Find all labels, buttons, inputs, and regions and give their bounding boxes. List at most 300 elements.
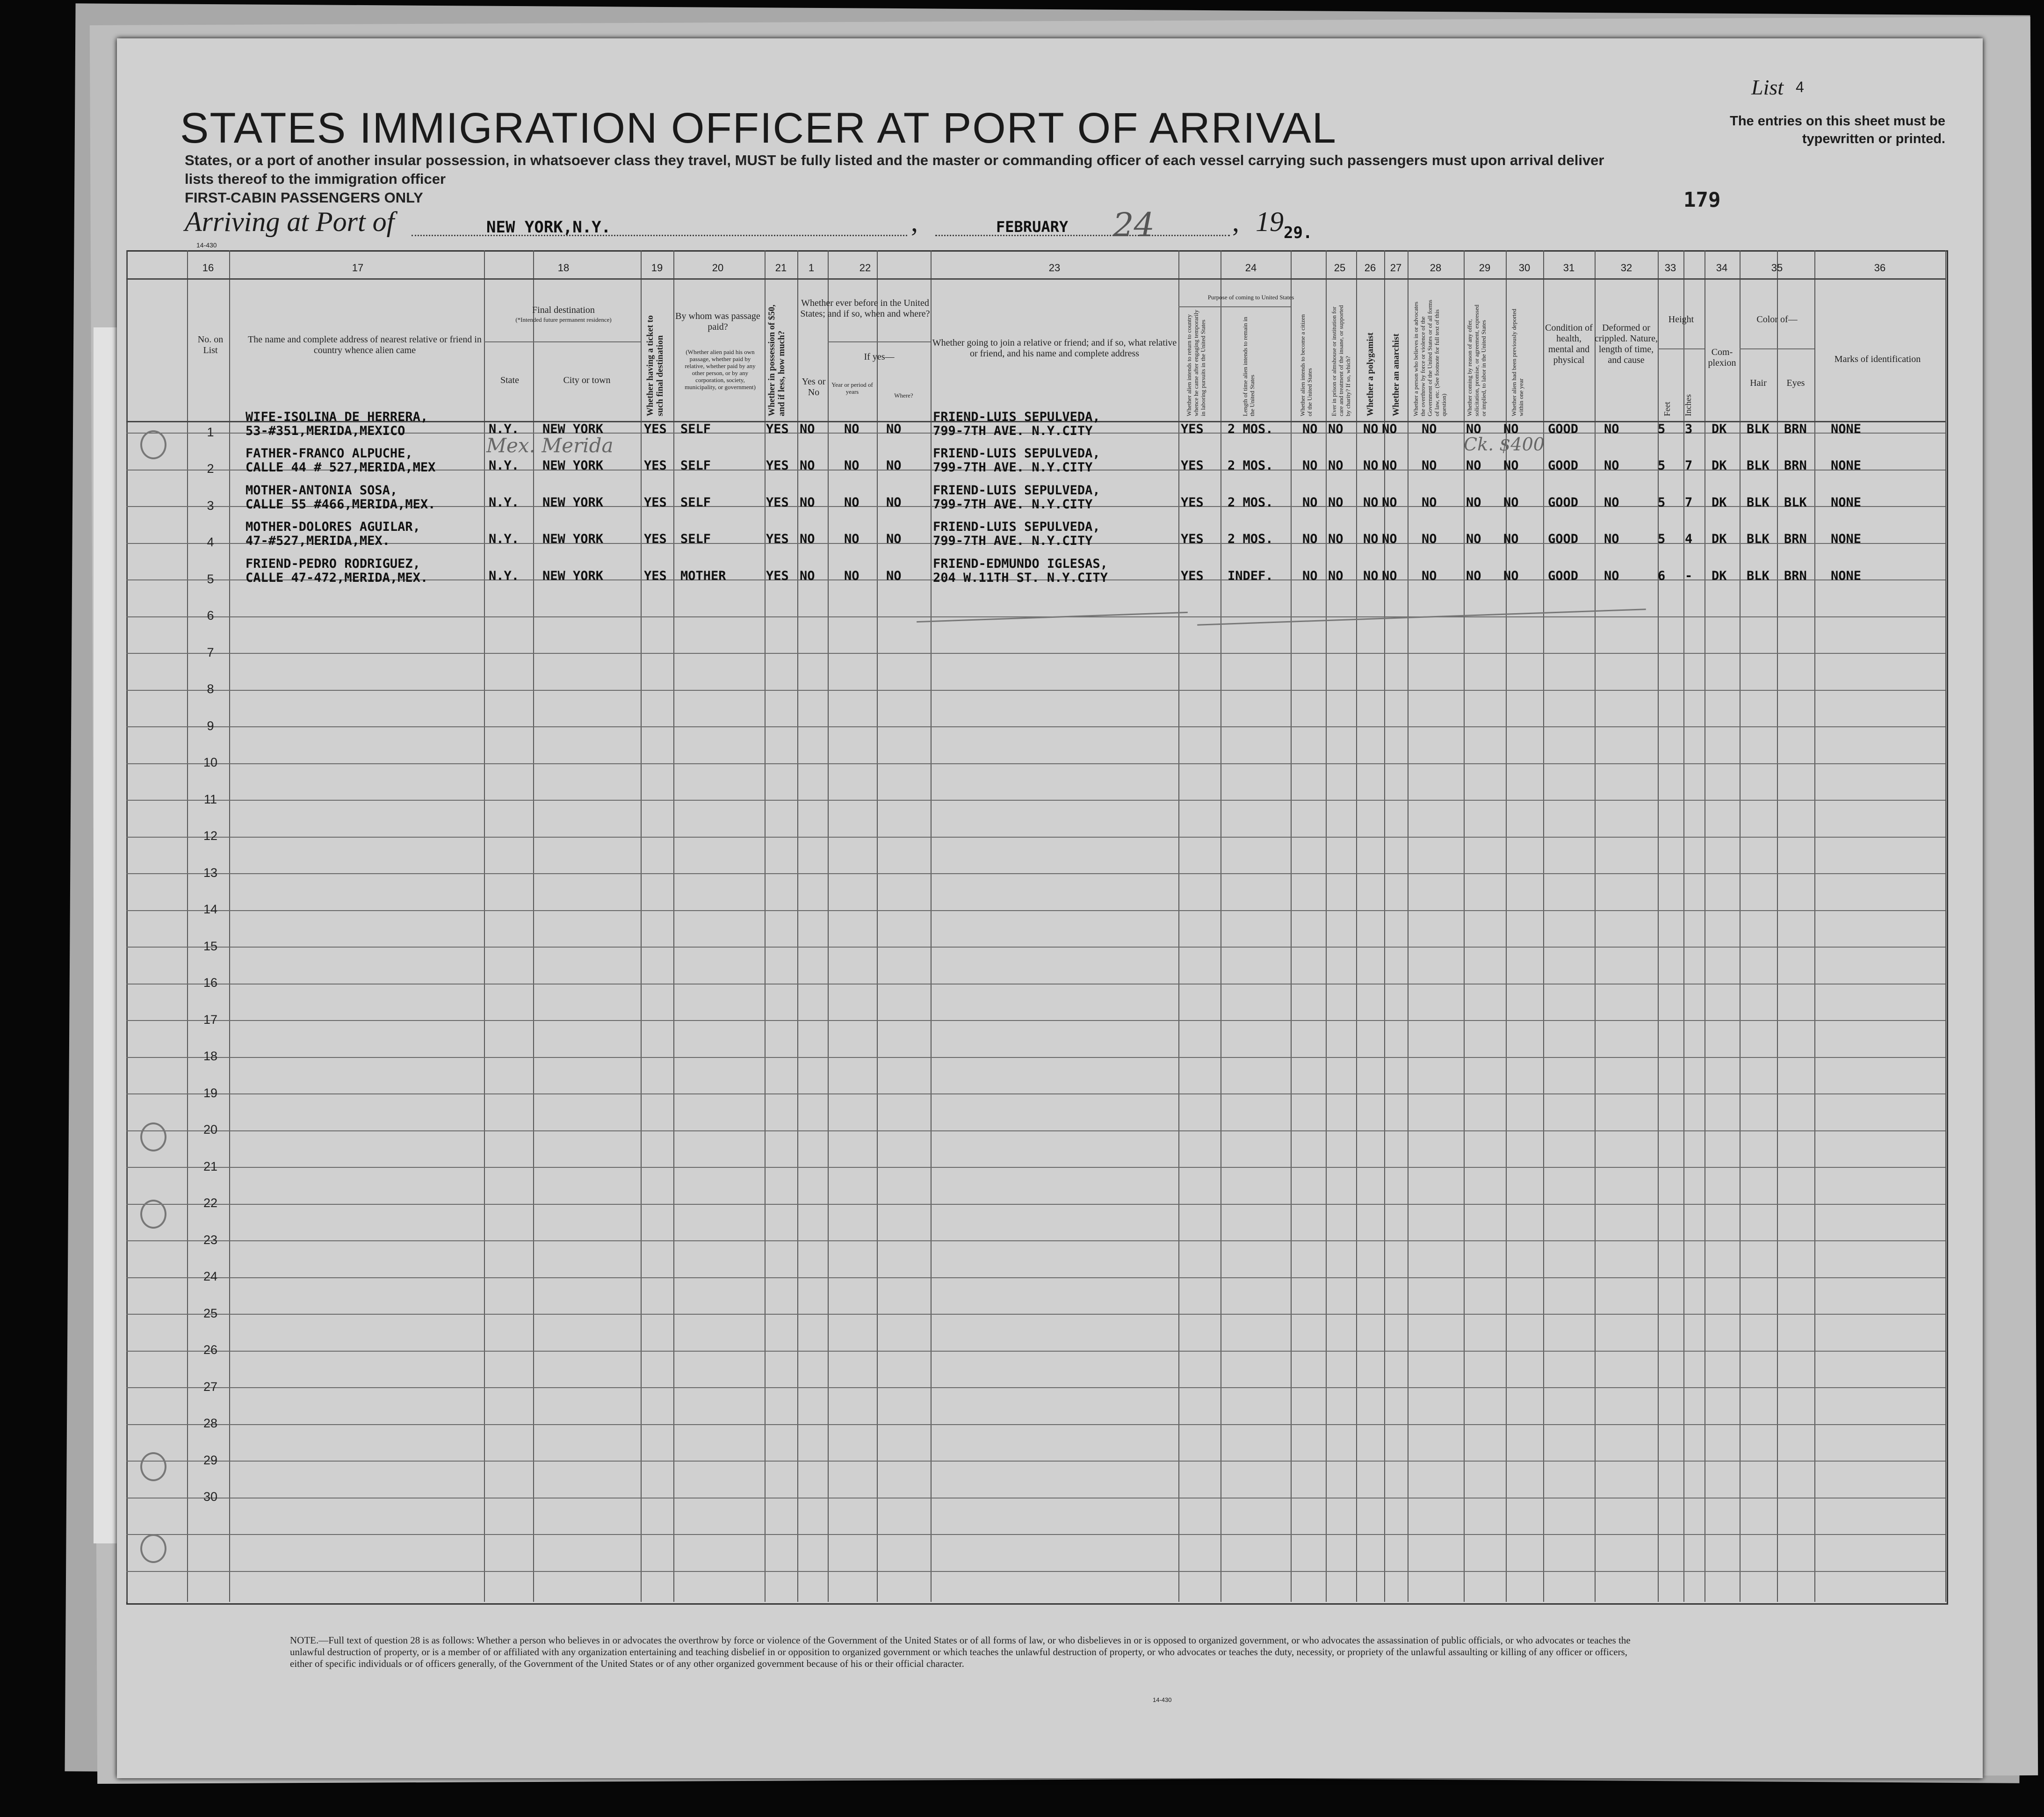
joining-address: 799-7TH AVE. N.Y.CITY bbox=[933, 423, 1093, 438]
binder-hole bbox=[140, 1200, 166, 1229]
header-marks: Marks of identification bbox=[1834, 354, 1921, 364]
row-rule bbox=[126, 726, 1945, 727]
joining-name: FRIEND-LUIS SEPULVEDA, bbox=[933, 483, 1100, 498]
cell-return: YES bbox=[1181, 458, 1204, 473]
cell-prison: NO bbox=[1328, 532, 1343, 546]
cell-city: NEW YORK bbox=[542, 532, 604, 546]
cell-where: NO bbox=[886, 532, 902, 546]
cell-eyes: BRN bbox=[1784, 458, 1807, 473]
header-relative-abroad: The name and complete address of nearest relative or friend in country whence alien came bbox=[248, 334, 482, 355]
row-rule bbox=[126, 1130, 1945, 1131]
column-rule bbox=[797, 250, 798, 1602]
header-overthrow: Whether a person who believes in or advocates the overthrow by force or violence of the Government of the United States or of all forms of law, etc. (See footnote for full text of this question) bbox=[1412, 299, 1447, 416]
joining-name: FRIEND-LUIS SEPULVEDA, bbox=[933, 520, 1100, 534]
row-number: 12 bbox=[203, 829, 218, 843]
row-rule bbox=[126, 800, 1945, 801]
header-feet: Feet bbox=[1662, 402, 1672, 416]
cell-hair: BLK bbox=[1747, 532, 1770, 546]
row-number: 10 bbox=[203, 755, 218, 769]
cell-complexion: DK bbox=[1712, 568, 1727, 583]
cell-marks: NONE bbox=[1831, 532, 1862, 546]
row-number: 16 bbox=[203, 976, 218, 990]
cell-before: NO bbox=[800, 495, 815, 510]
cell-paid: SELF bbox=[680, 495, 711, 510]
cell-year: NO bbox=[844, 421, 859, 436]
cell-inches: - bbox=[1685, 568, 1693, 583]
cell-eyes: BRN bbox=[1784, 568, 1807, 583]
cell-feet: 6 bbox=[1658, 568, 1666, 583]
cell-health: GOOD bbox=[1548, 495, 1579, 510]
cell-ticket: YES bbox=[644, 532, 667, 546]
row-number: 26 bbox=[203, 1343, 218, 1357]
relative-name: MOTHER-DOLORES AGUILAR, bbox=[246, 520, 420, 534]
cell-health: GOOD bbox=[1548, 532, 1579, 546]
joining-address: 799-7TH AVE. N.Y.CITY bbox=[933, 534, 1093, 548]
cell-deformed: NO bbox=[1604, 421, 1619, 436]
column-number: 27 bbox=[1390, 262, 1402, 274]
header-passage-paid: By whom was passage paid? bbox=[675, 311, 760, 332]
row-number: 19 bbox=[203, 1086, 218, 1100]
joining-address: 799-7TH AVE. N.Y.CITY bbox=[933, 460, 1093, 475]
relative-name: MOTHER-ANTONIA SOSA, bbox=[246, 483, 398, 498]
column-rule bbox=[828, 250, 829, 1602]
cell-before: NO bbox=[800, 568, 815, 583]
column-number: 26 bbox=[1364, 262, 1376, 274]
joining-address: 799-7TH AVE. N.Y.CITY bbox=[933, 497, 1093, 512]
subheader-rule bbox=[828, 341, 931, 342]
column-number: 22 bbox=[859, 262, 871, 274]
row-rule bbox=[126, 1314, 1945, 1315]
cell-citizen: NO bbox=[1302, 421, 1318, 436]
column-number: 19 bbox=[651, 262, 663, 274]
column-rule bbox=[1658, 250, 1659, 1602]
header-no-on-list: No. on List bbox=[197, 334, 224, 355]
cell-complexion: DK bbox=[1712, 495, 1727, 510]
column-rule bbox=[931, 250, 932, 1602]
row-rule bbox=[126, 1351, 1945, 1352]
header-hair: Hair bbox=[1750, 378, 1767, 388]
year-prefix: 19 bbox=[1256, 206, 1284, 237]
relative-name: FRIEND-PEDRO RODRIGUEZ, bbox=[246, 556, 420, 571]
row-rule bbox=[126, 1167, 1945, 1168]
cell-complexion: DK bbox=[1712, 458, 1727, 473]
cell-city: NEW YORK bbox=[542, 568, 604, 583]
column-number: 23 bbox=[1048, 262, 1061, 274]
joining-name: FRIEND-EDMUNDO IGLESAS, bbox=[933, 556, 1108, 571]
column-rule bbox=[484, 250, 485, 1602]
row-rule bbox=[126, 763, 1945, 764]
page-title: STATES IMMIGRATION OFFICER AT PORT OF ARRIVAL bbox=[180, 104, 1337, 152]
comma: , bbox=[911, 206, 918, 237]
header-deformed: Deformed or crippled. Nature, length of time, and cause bbox=[1595, 323, 1658, 365]
cell-return: YES bbox=[1181, 421, 1204, 436]
column-rule bbox=[765, 250, 766, 1602]
header-height: Height bbox=[1668, 314, 1694, 325]
list-number: 4 bbox=[1796, 79, 1804, 95]
cell-overthrow: NO bbox=[1422, 568, 1437, 583]
header-final-destination: Final destination bbox=[532, 305, 595, 315]
cell-feet: 5 bbox=[1658, 458, 1666, 473]
cell-where: NO bbox=[886, 458, 902, 473]
cell-return: YES bbox=[1181, 495, 1204, 510]
subheader-rule bbox=[1740, 348, 1814, 349]
header-anarchist: Whether an anarchist bbox=[1391, 333, 1401, 416]
binder-hole bbox=[140, 1122, 166, 1151]
cell-paid: SELF bbox=[680, 421, 711, 436]
header-state: State bbox=[500, 375, 519, 385]
row-number: 9 bbox=[207, 718, 214, 733]
row-rule bbox=[126, 690, 1945, 691]
cell-state: N.Y. bbox=[489, 532, 520, 546]
cell-deformed: NO bbox=[1604, 532, 1619, 546]
column-number: 29 bbox=[1479, 262, 1491, 274]
row-rule bbox=[126, 837, 1945, 838]
header-inches: Inches bbox=[1683, 394, 1693, 416]
cell-return: YES bbox=[1181, 568, 1204, 583]
cell-contract: NO bbox=[1466, 495, 1481, 510]
cell-overthrow: NO bbox=[1422, 495, 1437, 510]
row-rule bbox=[126, 1093, 1945, 1094]
header-prison: Ever in prison or almshouse or institution for care and treatment of the insane, or supported by charity? If so, which? bbox=[1330, 305, 1351, 416]
row-rule bbox=[126, 910, 1945, 911]
binder-hole bbox=[140, 430, 166, 459]
cell-feet: 5 bbox=[1658, 495, 1666, 510]
sheet-number: 179 bbox=[1683, 188, 1721, 212]
row-number: 5 bbox=[207, 572, 214, 586]
row-rule bbox=[126, 1277, 1945, 1278]
row-number: 28 bbox=[203, 1416, 218, 1430]
column-number: 33 bbox=[1664, 262, 1676, 274]
binder-hole bbox=[140, 1534, 166, 1563]
row-rule bbox=[126, 947, 1945, 948]
cell-prison: NO bbox=[1328, 495, 1343, 510]
cell-paid: SELF bbox=[680, 458, 711, 473]
row-number: 17 bbox=[203, 1012, 218, 1027]
cell-fifty: YES bbox=[766, 568, 789, 583]
subtitle-class: FIRST-CABIN PASSENGERS ONLY bbox=[185, 189, 423, 206]
column-rule bbox=[1356, 250, 1357, 1602]
column-number: 36 bbox=[1874, 262, 1886, 274]
header-rule bbox=[126, 278, 1945, 280]
cell-year: NO bbox=[844, 568, 859, 583]
cell-ticket: YES bbox=[644, 568, 667, 583]
cell-length: 2 MOS. bbox=[1228, 421, 1273, 436]
cell-hair: BLK bbox=[1747, 421, 1770, 436]
column-number: 18 bbox=[557, 262, 570, 274]
row-number: 21 bbox=[203, 1159, 218, 1173]
header-joining: Whether going to join a relative or friend; and if so, what relative or friend, and his name and complete address bbox=[932, 338, 1177, 359]
row-rule bbox=[126, 1057, 1945, 1058]
cell-year: NO bbox=[844, 532, 859, 546]
cell-contract: NO bbox=[1466, 458, 1481, 473]
cell-paid: MOTHER bbox=[680, 568, 726, 583]
header-complexion: Com- plexion bbox=[1708, 347, 1736, 368]
row-number: 23 bbox=[203, 1232, 218, 1247]
row-rule bbox=[126, 873, 1945, 874]
cell-polygamist: NO bbox=[1363, 458, 1379, 473]
cell-contract: NO bbox=[1466, 532, 1481, 546]
cell-where: NO bbox=[886, 568, 902, 583]
cell-fifty: YES bbox=[766, 532, 789, 546]
cell-length: 2 MOS. bbox=[1228, 495, 1273, 510]
cell-before: NO bbox=[800, 532, 815, 546]
row-number: 1 bbox=[207, 425, 214, 439]
header-final-destination-note: (*Intended future permanent residence) bbox=[515, 316, 612, 323]
row-number: 20 bbox=[203, 1122, 218, 1137]
row-number: 30 bbox=[203, 1490, 218, 1504]
column-rule bbox=[1178, 250, 1179, 1602]
column-rule bbox=[1291, 250, 1292, 1602]
subheader-rule bbox=[1658, 348, 1705, 349]
row-number: 2 bbox=[207, 462, 214, 476]
cell-anarchist: NO bbox=[1382, 458, 1397, 473]
header-color-of: Color of— bbox=[1756, 314, 1798, 325]
column-number: 32 bbox=[1620, 262, 1632, 274]
header-before-in-us: Whether ever before in the United States; and if so, when and where? bbox=[800, 298, 930, 319]
row-rule bbox=[126, 1240, 1945, 1241]
row-rule bbox=[126, 1204, 1945, 1205]
column-rule bbox=[877, 250, 878, 1602]
row-number: 4 bbox=[207, 535, 214, 549]
cell-overthrow: NO bbox=[1422, 458, 1437, 473]
cell-citizen: NO bbox=[1302, 458, 1318, 473]
relative-address: CALLE 55 #466,MERIDA,MEX. bbox=[246, 497, 436, 512]
row-number: 8 bbox=[207, 682, 214, 696]
column-number: 34 bbox=[1716, 262, 1728, 274]
entries-note: The entries on this sheet must be typewritten or printed. bbox=[1730, 114, 1945, 146]
header-eyes: Eyes bbox=[1786, 378, 1805, 388]
cell-polygamist: NO bbox=[1363, 532, 1379, 546]
column-number: 17 bbox=[352, 262, 364, 274]
cell-before: NO bbox=[800, 421, 815, 436]
header-polygamist: Whether a polygamist bbox=[1365, 332, 1375, 416]
cell-city: NEW YORK bbox=[542, 458, 604, 473]
cell-length: 2 MOS. bbox=[1228, 532, 1273, 546]
cell-marks: NONE bbox=[1831, 495, 1862, 510]
cell-length: INDEF. bbox=[1228, 568, 1273, 583]
handwritten-note: Ck. $400 bbox=[1464, 434, 1545, 455]
column-rule bbox=[1740, 250, 1741, 1602]
cell-complexion: DK bbox=[1712, 421, 1727, 436]
cell-deported: NO bbox=[1503, 495, 1519, 510]
cell-deformed: NO bbox=[1604, 458, 1619, 473]
column-rule bbox=[1683, 250, 1684, 1602]
day-handwritten: 24 bbox=[1113, 206, 1155, 244]
row-number: 7 bbox=[207, 645, 214, 659]
cell-hair: BLK bbox=[1747, 495, 1770, 510]
cell-state: N.Y. bbox=[489, 495, 520, 510]
row-number: 13 bbox=[203, 865, 218, 880]
relative-address: 53-#351,MERIDA,MEXICO bbox=[246, 423, 405, 438]
cell-marks: NONE bbox=[1831, 421, 1862, 436]
row-rule bbox=[126, 1534, 1945, 1535]
row-number: 18 bbox=[203, 1049, 218, 1063]
header-city: City or town bbox=[563, 375, 611, 385]
column-number: 28 bbox=[1430, 262, 1442, 274]
cell-state: N.Y. bbox=[489, 458, 520, 473]
header-fifty-dollars: Whether in possession of $50, and if less, how much? bbox=[767, 304, 787, 416]
row-rule bbox=[126, 1020, 1945, 1021]
cell-return: YES bbox=[1181, 532, 1204, 546]
header-passage-paid-note: (Whether alien paid his own passage, whether paid by relative, whether paid by any other person, or by any corporation, society, municipality, or government) bbox=[685, 348, 756, 391]
cell-year: NO bbox=[844, 458, 859, 473]
port-value: NEW YORK,N.Y. bbox=[486, 218, 611, 237]
cell-where: NO bbox=[886, 495, 902, 510]
cell-citizen: NO bbox=[1302, 568, 1318, 583]
subtitle bbox=[185, 151, 1634, 207]
row-number: 11 bbox=[203, 792, 217, 806]
cell-city: NEW YORK bbox=[542, 495, 604, 510]
cell-deported: NO bbox=[1503, 568, 1519, 583]
column-number: 21 bbox=[775, 262, 787, 274]
cell-deported: NO bbox=[1503, 532, 1519, 546]
header-contract: Whether coming by reason of any offer, solicitation, promise, or agreement, expressed or implied, to labor in the United States bbox=[1466, 304, 1487, 416]
header-purpose-length: Length of time alien intends to remain in the United States bbox=[1242, 317, 1256, 416]
row-rule bbox=[126, 984, 1945, 985]
cell-prison: NO bbox=[1328, 458, 1343, 473]
cell-eyes: BRN bbox=[1784, 532, 1807, 546]
relative-address: 47-#527,MERIDA,MEX. bbox=[246, 534, 390, 548]
row-number: 14 bbox=[203, 902, 218, 916]
column-rule bbox=[1326, 250, 1327, 1602]
cell-contract: NO bbox=[1466, 568, 1481, 583]
column-number: 16 bbox=[202, 262, 214, 274]
cell-where: NO bbox=[886, 421, 902, 436]
row-number: 15 bbox=[203, 939, 218, 953]
row-number: 27 bbox=[203, 1379, 218, 1394]
relative-address: CALLE 47-472,MERIDA,MEX. bbox=[246, 570, 428, 585]
cell-hair: BLK bbox=[1747, 458, 1770, 473]
column-number: 25 bbox=[1334, 262, 1346, 274]
cell-citizen: NO bbox=[1302, 532, 1318, 546]
cell-hair: BLK bbox=[1747, 568, 1770, 583]
row-rule bbox=[126, 1424, 1945, 1425]
subheader-rule bbox=[1178, 306, 1291, 307]
cell-overthrow: NO bbox=[1422, 532, 1437, 546]
column-rule bbox=[1777, 250, 1778, 1602]
row-number: 6 bbox=[207, 608, 214, 623]
column-number: 31 bbox=[1563, 262, 1575, 274]
column-number: 35 bbox=[1771, 262, 1783, 274]
cell-polygamist: NO bbox=[1363, 421, 1379, 436]
cell-marks: NONE bbox=[1831, 568, 1862, 583]
cell-length: 2 MOS. bbox=[1228, 458, 1273, 473]
list-label: List bbox=[1751, 75, 1784, 99]
column-number: 1 bbox=[808, 262, 815, 274]
month-value: FEBRUARY bbox=[996, 218, 1069, 236]
row-rule bbox=[126, 1571, 1945, 1572]
footnote: NOTE.—Full text of question 28 is as follows: Whether a person who believes in or advocates the overthrow by force or violence of the Government of the United States or of all forms of law, or who disbelieves in or is opposed to organized government, or who advocates the assassination of public officials, or who advocates or teaches the unlawful destruction of property, or is a member of or affiliated with any organization entertaining and teaching disbelief in or opposition to organized government or which teaches the unlawful destruction of property, or who advocates or teaches the duty, necessity, or propriety of the unlawful assaulting or killing of any officer or officers, either of specific individuals or of officers generally, of the Government of the United States or of any other organized government because of his or their official character. bbox=[290, 1635, 1631, 1669]
cell-anarchist: NO bbox=[1382, 532, 1397, 546]
joining-address: 204 W.11TH ST. N.Y.CITY bbox=[933, 570, 1108, 585]
cell-ticket: YES bbox=[644, 458, 667, 473]
row-number: 29 bbox=[203, 1453, 218, 1467]
cell-ticket: YES bbox=[644, 495, 667, 510]
cell-anarchist: NO bbox=[1382, 495, 1397, 510]
column-rule bbox=[1814, 250, 1815, 1602]
cell-deformed: NO bbox=[1604, 568, 1619, 583]
cell-feet: 5 bbox=[1658, 421, 1666, 436]
column-number: 24 bbox=[1245, 262, 1257, 274]
column-rule bbox=[1384, 250, 1385, 1602]
column-number: 20 bbox=[712, 262, 724, 274]
arriving-label: Arriving at Port of bbox=[185, 206, 395, 237]
footer-form-number: 14-430 bbox=[1153, 1696, 1172, 1703]
cell-state: N.Y. bbox=[489, 421, 520, 436]
row-number: 25 bbox=[203, 1306, 218, 1320]
cell-eyes: BLK bbox=[1784, 495, 1807, 510]
cell-polygamist: NO bbox=[1363, 495, 1379, 510]
row-rule bbox=[126, 1461, 1945, 1462]
cell-prison: NO bbox=[1328, 421, 1343, 436]
relative-name: WIFE-ISOLINA DE HERRERA, bbox=[246, 409, 428, 424]
header-deported: Whether alien had been previously deported within one year bbox=[1510, 309, 1524, 416]
column-rule bbox=[641, 250, 642, 1602]
column-rule bbox=[673, 250, 674, 1602]
cell-fifty: YES bbox=[766, 458, 789, 473]
subtitle-line: States, or a port of another insular possession, in whatsoever class they travel, MUST be fully listed and the master or commanding officer of each vessel carrying such passengers must upon arrival deliver lists thereof to the immigration officer bbox=[185, 152, 1604, 187]
row-number: 22 bbox=[203, 1196, 218, 1210]
joining-name: FRIEND-LUIS SEPULVEDA, bbox=[933, 409, 1100, 424]
cell-health: GOOD bbox=[1548, 421, 1579, 436]
cell-city: NEW YORK bbox=[542, 421, 604, 436]
relative-address: CALLE 44 # 527,MERIDA,MEX bbox=[246, 460, 436, 475]
joining-name: FRIEND-LUIS SEPULVEDA, bbox=[933, 446, 1100, 461]
cell-overthrow: NO bbox=[1422, 421, 1437, 436]
column-rule bbox=[229, 250, 230, 1602]
cell-deported: NO bbox=[1503, 458, 1519, 473]
header-year-period: Year or period of years bbox=[831, 381, 873, 395]
header-where: Where? bbox=[894, 392, 913, 399]
handwritten-note: Mex. Merida bbox=[486, 434, 614, 457]
cell-health: GOOD bbox=[1548, 458, 1579, 473]
cell-inches: 7 bbox=[1685, 495, 1693, 510]
cell-inches: 7 bbox=[1685, 458, 1693, 473]
cell-deported: NO bbox=[1503, 421, 1519, 436]
cell-complexion: DK bbox=[1712, 532, 1727, 546]
row-rule bbox=[126, 653, 1945, 654]
cell-fifty: YES bbox=[766, 495, 789, 510]
comma: , bbox=[1232, 206, 1239, 237]
header-if-yes: If yes— bbox=[864, 352, 895, 362]
cell-before: NO bbox=[800, 458, 815, 473]
cell-marks: NONE bbox=[1831, 458, 1862, 473]
column-rule bbox=[126, 250, 127, 1602]
port-line bbox=[412, 234, 907, 236]
cell-eyes: BRN bbox=[1784, 421, 1807, 436]
subheader-rule bbox=[484, 341, 641, 342]
cell-anarchist: NO bbox=[1382, 568, 1397, 583]
year-suffix: 29. bbox=[1284, 224, 1313, 242]
cell-contract: NO bbox=[1466, 421, 1481, 436]
column-rule bbox=[1595, 250, 1596, 1602]
cell-feet: 5 bbox=[1658, 532, 1666, 546]
header-purpose-return: Whether alien intends to return to country whence he came after engaging temporarily in laboring pursuits in the United States bbox=[1185, 310, 1206, 416]
relative-name: FATHER-FRANCO ALPUCHE, bbox=[246, 446, 413, 461]
row-rule bbox=[126, 1387, 1945, 1388]
column-number: 30 bbox=[1518, 262, 1531, 274]
cell-deformed: NO bbox=[1604, 495, 1619, 510]
cell-fifty: YES bbox=[766, 421, 789, 436]
header-purpose: Purpose of coming to United States bbox=[1207, 294, 1294, 301]
row-number: 3 bbox=[207, 498, 214, 513]
header-condition: Condition of health, mental and physical bbox=[1545, 323, 1593, 365]
cell-citizen: NO bbox=[1302, 495, 1318, 510]
column-rule bbox=[187, 250, 188, 1602]
cell-prison: NO bbox=[1328, 568, 1343, 583]
header-ticket: Whether having a ticket to such final destination bbox=[645, 315, 665, 416]
cell-polygamist: NO bbox=[1363, 568, 1379, 583]
